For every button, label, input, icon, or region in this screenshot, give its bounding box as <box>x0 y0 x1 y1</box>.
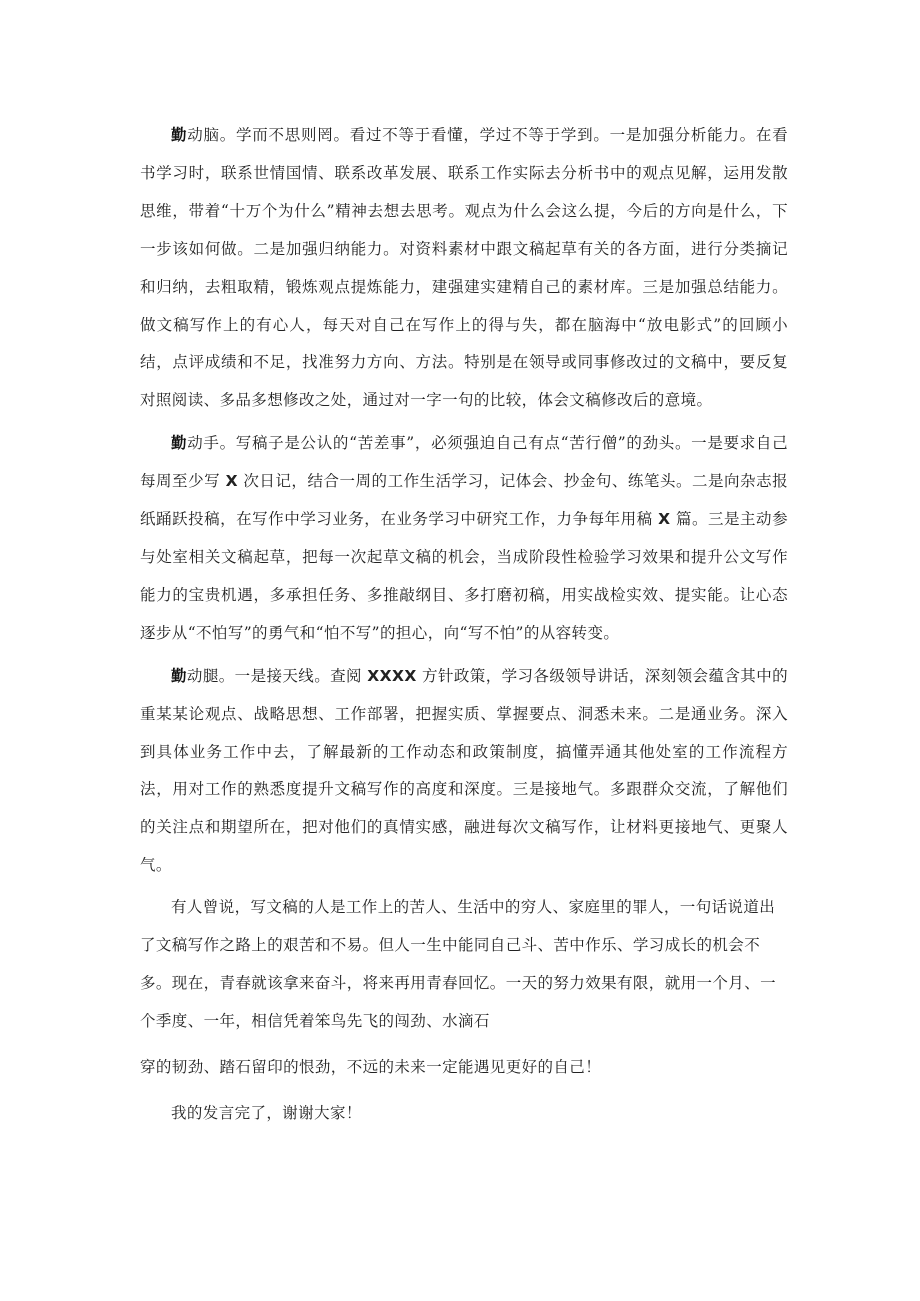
paragraph-text: 穿的韧劲、踏石留印的恨劲，不远的未来一定能遇见更好的自己！ <box>140 1057 602 1076</box>
paragraph-lead-char: 勤 <box>171 125 188 144</box>
closing-remark <box>140 1095 788 1133</box>
placeholder-xxxx: XXXX <box>367 666 417 685</box>
paragraph-text: 方针政策，学习各级领导讲话，深刻领会蕴含其中的重某某论观点、战略思想、工作部署，把握实质、掌握要点、洞悉未来。二是通业务。深入到具体业务工作中去，了解最新的工作动态和政策制度，搞懂弄通其他处室的工作流程方法，用对工作的熟悉度提升文稿写作的高度和深度。三是接地气。多跟群众交流，了解他们的关注点和期望所在，把对他们的真情实感，融进每次文稿写作，让材料更接地气、更聚人气。 <box>140 666 789 875</box>
paragraph-think <box>140 116 788 420</box>
document-body <box>140 116 788 1133</box>
paragraph-text: 动脑。学而不思则罔。看过不等于看懂，学过不等于学到。一是加强分析能力。在看书学习时，联系世情国情、联系改革发展、联系工作实际去分析书中的观点见解，运用发散思维，带着“十万个为什么”精神去想去思考。观点为什么会这么提，今后的方向是什么，下一步该如何做。二是加强归纳能力。对资料素材中跟文稿起草有关的各方面，进行分类摘记和归纳，去粗取精，锻炼观点提炼能力，建强建实建精自己的素材库。三是加强总结能力。做文稿写作上的有心人，每天对自己在写作上的得与失，都在脑海中“放电影式”的回顾小结，点评成绩和不足，找准努力方向、方法。特别是在领导或同事修改过的文稿中，要反复对照阅读、多品多想修改之处，通过对一字一句的比较，体会文稿修改后的意境。 <box>140 126 788 410</box>
placeholder-x: X <box>658 510 671 529</box>
paragraph-lead-char: 勤 <box>171 433 188 453</box>
paragraph-text: 有人曾说，写文稿的人是工作上的苦人、生活中的穷人、家庭里的罪人，一句话说道出了文稿写作之路上的艰苦和不易。但人一生中能同自己斗、苦中作乐、学习成长的机会不多。现在，青春就该拿来奋斗，将来再用青春回忆。一天的努力效果有限，就用一个月、一个季度、一年，相信凭着笨鸟先飞的闯劲、水滴石 <box>140 898 777 1030</box>
placeholder-x: X <box>225 472 238 491</box>
paragraph-write <box>140 424 788 652</box>
paragraph-reflection-continued <box>140 1049 788 1087</box>
paragraph-text: 次日记，结合一周的工作生活学习，记体会、抄金句、练笔头。二是向杂志报纸踊跃投稿，在写作中学习业务，在业务学习中研究工作，力争每年用稿 <box>140 472 788 529</box>
paragraph-reflection <box>140 889 788 1041</box>
paragraph-text: 动手。写稿子是公认的“苦差事”，必须强迫自己有点“苦行僧”的劲头。一是要求自己每周至少写 <box>140 434 788 491</box>
paragraph-text: 我的发言完了，谢谢大家！ <box>171 1103 362 1122</box>
paragraph-text: 动腿。一是接天线。查阅 <box>186 666 368 685</box>
paragraph-walk <box>140 657 788 885</box>
paragraph-lead-char: 勤 <box>171 665 187 685</box>
paragraph-text: 篇。三是主动参与处室相关文稿起草，把每一次起草文稿的机会，当成阶段性检验学习效果和提升公文写作能力的宝贵机遇，多承担任务、多推敲纲目、多打磨初稿，用实战检实效、提实能。让心态逐步从“不怕写”的勇气和“怕不写”的担心，向“写不怕”的从容转变。 <box>140 510 788 642</box>
